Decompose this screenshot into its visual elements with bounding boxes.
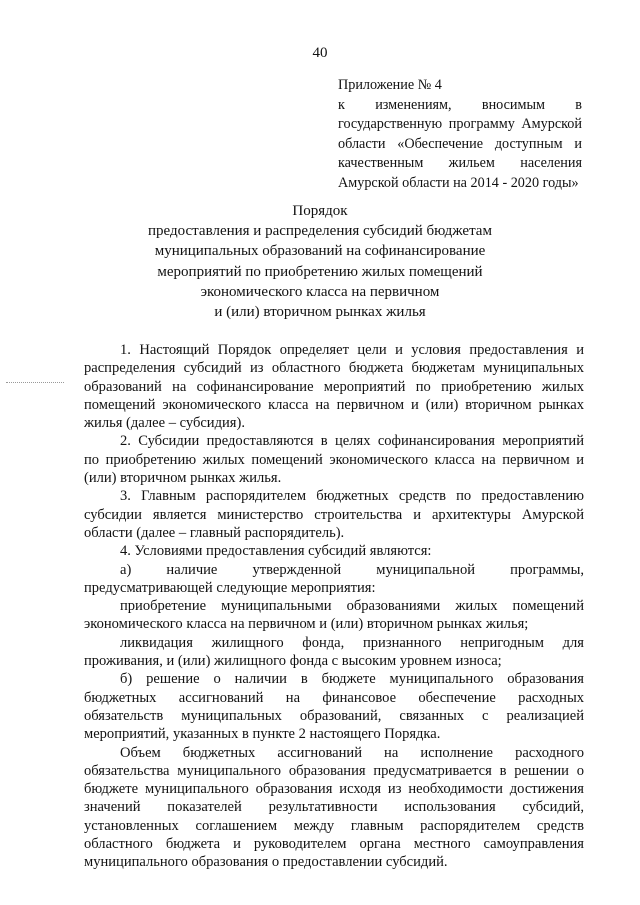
heading-line: мероприятий по приобретению жилых помещений xyxy=(157,263,483,280)
body-line: (или) вторичном рынках жилья. xyxy=(84,470,282,487)
appendix-header xyxy=(338,76,582,193)
body-line: образований на софинансирование мероприятий по приобретению жилых xyxy=(84,378,584,395)
heading-line: экономического класса на первичном xyxy=(200,283,440,300)
body-line: бюджетных ассигнований на финансовое обеспечение расходных xyxy=(84,689,584,706)
body-line: 2. Субсидии предоставляются в целях софинансирования мероприятий xyxy=(120,433,584,450)
document-heading xyxy=(120,201,520,322)
body-line: обязательств муниципальных образований, связанных с реализацией xyxy=(84,707,584,724)
appendix-line: области «Обеспечение доступным и xyxy=(338,135,582,152)
body-line: распределения субсидий из областного бюджета бюджетам муниципальных xyxy=(84,360,584,377)
body-line: обязательства муниципального образования предусматривается в решении о xyxy=(84,762,584,779)
appendix-line: Амурской области на 2014 - 2020 годы» xyxy=(338,174,579,191)
body-line: Объем бюджетных ассигнований на исполнение расходного xyxy=(120,744,584,761)
body-line: ликвидация жилищного фонда, признанного непригодным для xyxy=(120,634,584,651)
body-text xyxy=(84,341,584,872)
body-line: муниципального образования о предоставлении субсидий. xyxy=(84,854,448,871)
heading-line: предоставления и распределения субсидий бюджетам xyxy=(148,223,492,240)
body-line: бюджете муниципального образования исходя из необходимости достижения xyxy=(84,781,584,798)
body-line: 3. Главным распорядителем бюджетных средств по предоставлению xyxy=(120,488,584,505)
body-line: 4. Условиями предоставления субсидий являются: xyxy=(120,543,432,560)
margin-dots xyxy=(6,382,64,383)
heading-line: муниципальных образований на софинансирование xyxy=(154,243,486,260)
body-line: а) наличие утвержденной муниципальной программы, xyxy=(120,561,584,578)
body-line: проживания, и (или) жилищного фонда с высоким уровнем износа; xyxy=(84,653,502,670)
body-line: по приобретению жилых помещений экономического класса на первичном и xyxy=(84,451,584,468)
body-line: субсидии является министерство строительства и архитектуры Амурской xyxy=(84,506,584,523)
heading-title: Порядок xyxy=(292,203,348,219)
heading-line: и (или) вторичном рынках жилья xyxy=(214,304,426,321)
body-line: области (далее – главный распорядитель). xyxy=(84,524,345,541)
body-line: установленных соглашением между главным распорядителем средств xyxy=(84,817,584,834)
body-line: жилья (далее – субсидия). xyxy=(84,415,245,432)
body-line: значений показателей результативности использования субсидий, xyxy=(84,799,584,816)
body-line: предусматривающей следующие мероприятия: xyxy=(84,579,376,596)
appendix-title: Приложение № 4 xyxy=(338,77,442,93)
body-line: б) решение о наличии в бюджете муниципального образования xyxy=(120,671,584,688)
body-line: помещений экономического класса на первичном и (или) вторичном рынках xyxy=(84,396,584,413)
appendix-line: государственную программу Амурской xyxy=(338,116,582,132)
body-line: областного бюджета и руководителем органа местного самоуправления xyxy=(84,836,584,853)
body-line: приобретение муниципальными образованиями жилых помещений xyxy=(120,598,584,615)
body-line: экономического класса на первичном и (или) вторичном рынках жилья; xyxy=(84,616,529,633)
appendix-line: качественным жильем населения xyxy=(338,155,582,171)
body-line: 1. Настоящий Порядок определяет цели и условия предоставления и xyxy=(120,342,584,358)
page-number: 40 xyxy=(312,45,328,61)
appendix-line: к изменениям, вносимым в xyxy=(338,96,582,113)
body-line: мероприятий, указанных в пункте 2 настоящего Порядка. xyxy=(84,726,441,743)
